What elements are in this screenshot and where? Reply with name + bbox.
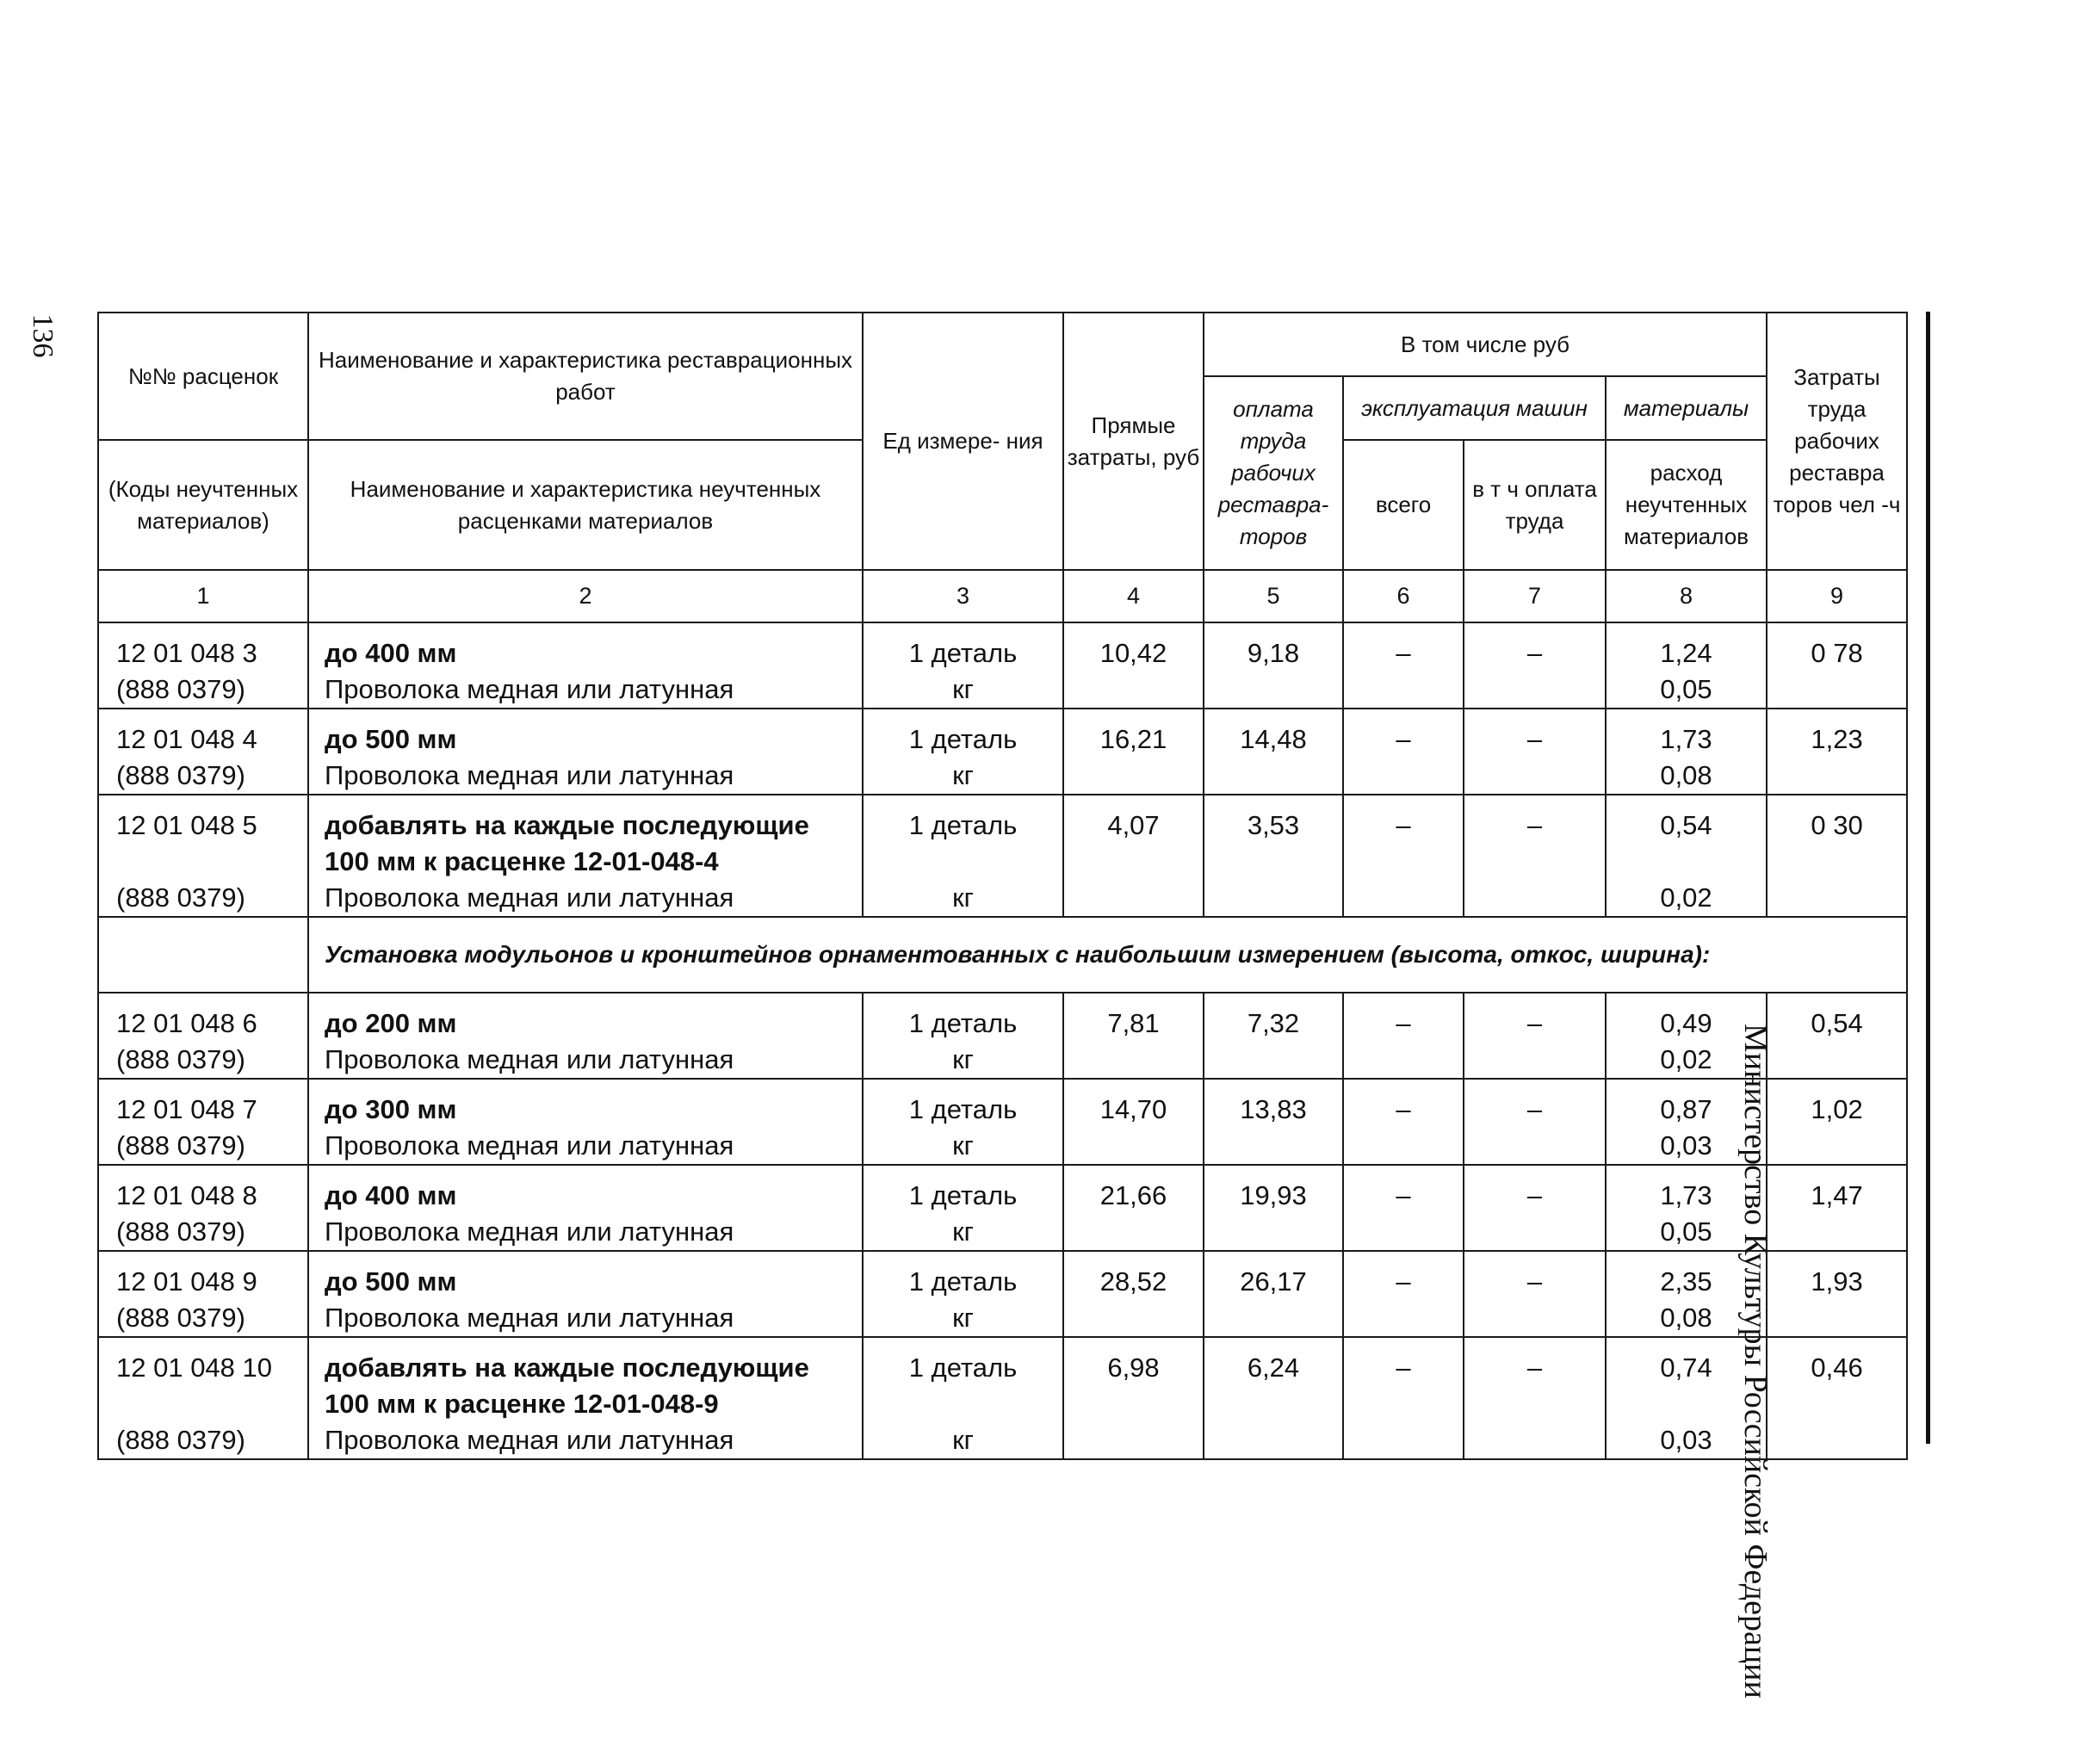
machines-labor-cell bbox=[1464, 622, 1606, 709]
material-code: (888 0379) bbox=[116, 1216, 245, 1247]
unit: 1 деталь bbox=[908, 1180, 1018, 1210]
unit-cell bbox=[863, 709, 1063, 795]
labor-hours: 0 78 bbox=[1811, 638, 1863, 668]
machines-total-cell bbox=[1343, 622, 1464, 709]
materials-cell bbox=[1606, 1079, 1767, 1165]
materials-cost: 0,49 bbox=[1660, 1008, 1712, 1038]
column-number-row bbox=[98, 570, 1907, 622]
machines-total-cell bbox=[1343, 1337, 1464, 1459]
labor-pay: 26,17 bbox=[1240, 1266, 1307, 1297]
labor-pay-cell bbox=[1204, 1337, 1343, 1459]
direct-cost-cell bbox=[1063, 993, 1204, 1079]
table-row bbox=[98, 622, 1907, 709]
materials-usage: 0,02 bbox=[1660, 1044, 1712, 1074]
rate-code: 12 01 048 4 bbox=[116, 724, 257, 754]
work-name-cell bbox=[308, 1337, 863, 1459]
direct-cost-cell bbox=[1063, 1337, 1204, 1459]
machines-labor: – bbox=[1526, 1094, 1543, 1124]
line-spacer bbox=[864, 1386, 1062, 1422]
header-material-codes: (Коды неучтенных материалов) bbox=[98, 440, 308, 570]
labor-hours: 1,93 bbox=[1811, 1266, 1863, 1297]
direct-cost: 28,52 bbox=[1099, 1266, 1167, 1297]
materials-cost: 1,24 bbox=[1660, 638, 1712, 668]
labor-hours-cell bbox=[1767, 1251, 1907, 1337]
labor-pay: 7,32 bbox=[1247, 1008, 1300, 1038]
materials-cost: 0,87 bbox=[1660, 1094, 1712, 1124]
materials-cost: 1,73 bbox=[1660, 724, 1712, 754]
material-name: Проволока медная или латунная bbox=[325, 1044, 734, 1074]
labor-hours-cell bbox=[1767, 1079, 1907, 1165]
labor-pay-cell bbox=[1204, 709, 1343, 795]
section-empty-cell bbox=[98, 917, 308, 993]
material-code: (888 0379) bbox=[116, 1425, 245, 1455]
column-number: 1 bbox=[98, 570, 308, 622]
rate-code-cell bbox=[98, 795, 308, 917]
labor-pay: 14,48 bbox=[1240, 724, 1307, 754]
column-number: 5 bbox=[1204, 570, 1343, 622]
rate-code: 12 01 048 7 bbox=[116, 1094, 257, 1124]
machines-total: – bbox=[1396, 1180, 1411, 1210]
machines-total-cell bbox=[1343, 993, 1464, 1079]
material-unit: кг bbox=[952, 1425, 974, 1455]
labor-hours-cell bbox=[1767, 1337, 1907, 1459]
machines-labor: – bbox=[1526, 1180, 1543, 1210]
machines-labor: – bbox=[1526, 810, 1543, 840]
machines-total: – bbox=[1396, 1008, 1411, 1038]
rate-code-cell bbox=[98, 1165, 308, 1251]
work-name-cell bbox=[308, 1251, 863, 1337]
line-spacer bbox=[1607, 1386, 1766, 1422]
work-name-cell bbox=[308, 1079, 863, 1165]
work-name: 100 мм к расценке 12-01-048-4 bbox=[325, 846, 719, 876]
direct-cost-cell bbox=[1063, 709, 1204, 795]
direct-cost: 4,07 bbox=[1107, 810, 1160, 840]
materials-cell bbox=[1606, 1165, 1767, 1251]
labor-pay-cell bbox=[1204, 1079, 1343, 1165]
material-unit: кг bbox=[952, 1303, 974, 1333]
unit: 1 деталь bbox=[908, 638, 1018, 668]
labor-pay-cell bbox=[1204, 993, 1343, 1079]
line-spacer bbox=[864, 844, 1062, 880]
direct-cost-cell bbox=[1063, 622, 1204, 709]
machines-total: – bbox=[1396, 1352, 1411, 1383]
direct-cost: 14,70 bbox=[1099, 1094, 1167, 1124]
machines-total: – bbox=[1396, 724, 1411, 754]
direct-cost-cell bbox=[1063, 795, 1204, 917]
unit: 1 деталь bbox=[908, 1094, 1018, 1124]
labor-hours-cell bbox=[1767, 993, 1907, 1079]
material-name: Проволока медная или латунная bbox=[325, 1216, 734, 1247]
column-number: 8 bbox=[1606, 570, 1767, 622]
machines-labor: – bbox=[1526, 1266, 1543, 1297]
machines-total-cell bbox=[1343, 1079, 1464, 1165]
materials-usage: 0,08 bbox=[1660, 760, 1712, 790]
machines-labor-cell bbox=[1464, 993, 1606, 1079]
direct-cost: 7,81 bbox=[1107, 1008, 1160, 1038]
unit-cell bbox=[863, 1165, 1063, 1251]
table-row bbox=[98, 709, 1907, 795]
machines-labor-cell bbox=[1464, 795, 1606, 917]
direct-cost-cell bbox=[1063, 1165, 1204, 1251]
material-name: Проволока медная или латунная bbox=[325, 1425, 734, 1455]
materials-usage: 0,05 bbox=[1660, 674, 1712, 704]
unit: 1 деталь bbox=[908, 1352, 1018, 1383]
column-number: 2 bbox=[308, 570, 863, 622]
column-number: 3 bbox=[863, 570, 1063, 622]
unit-cell bbox=[863, 622, 1063, 709]
machines-labor-cell bbox=[1464, 1337, 1606, 1459]
page-number: 136 bbox=[27, 313, 59, 358]
unit-cell bbox=[863, 1337, 1063, 1459]
table-row bbox=[98, 1165, 1907, 1251]
material-name: Проволока медная или латунная bbox=[325, 1130, 734, 1161]
materials-cell bbox=[1606, 1251, 1767, 1337]
work-name-cell bbox=[308, 1165, 863, 1251]
column-number: 9 bbox=[1767, 570, 1907, 622]
labor-hours: 0,46 bbox=[1811, 1352, 1863, 1383]
labor-pay-cell bbox=[1204, 795, 1343, 917]
section-row bbox=[98, 917, 1907, 993]
materials-usage: 0,05 bbox=[1660, 1216, 1712, 1247]
labor-hours-cell bbox=[1767, 709, 1907, 795]
unit-cell bbox=[863, 993, 1063, 1079]
material-code: (888 0379) bbox=[116, 1303, 245, 1333]
machines-labor: – bbox=[1526, 638, 1543, 668]
rate-code: 12 01 048 10 bbox=[116, 1352, 273, 1383]
work-name: добавлять на каждые последующие bbox=[325, 810, 809, 840]
work-name: до 500 мм bbox=[325, 724, 457, 754]
rate-code-cell bbox=[98, 1337, 308, 1459]
labor-hours-cell bbox=[1767, 795, 1907, 917]
header-work-name: Наименование и характеристика реставрационных работ bbox=[308, 313, 863, 440]
work-name-cell bbox=[308, 622, 863, 709]
material-unit: кг bbox=[952, 882, 974, 913]
rate-code-cell bbox=[98, 1251, 308, 1337]
machines-total-cell bbox=[1343, 709, 1464, 795]
material-name: Проволока медная или латунная bbox=[325, 1303, 734, 1333]
direct-cost-cell bbox=[1063, 1251, 1204, 1337]
machines-total-cell bbox=[1343, 1165, 1464, 1251]
labor-hours: 1,47 bbox=[1811, 1180, 1863, 1210]
unit: 1 деталь bbox=[908, 724, 1018, 754]
labor-pay: 19,93 bbox=[1240, 1180, 1307, 1210]
work-name: до 400 мм bbox=[325, 1180, 457, 1210]
labor-pay: 3,53 bbox=[1247, 810, 1300, 840]
material-name: Проволока медная или латунная bbox=[325, 674, 734, 704]
header-machines-total: всего bbox=[1343, 440, 1464, 570]
labor-hours: 0,54 bbox=[1811, 1008, 1863, 1038]
material-unit: кг bbox=[952, 1044, 974, 1074]
material-code: (888 0379) bbox=[116, 1130, 245, 1161]
work-name-cell bbox=[308, 709, 863, 795]
direct-cost: 21,66 bbox=[1099, 1180, 1167, 1210]
material-code: (888 0379) bbox=[116, 882, 245, 913]
table-row bbox=[98, 1079, 1907, 1165]
header-machine-operation: эксплуатация машин bbox=[1343, 376, 1606, 440]
machines-total: – bbox=[1396, 1266, 1411, 1297]
rate-code: 12 01 048 3 bbox=[116, 638, 257, 668]
unit-cell bbox=[863, 1251, 1063, 1337]
materials-usage: 0,08 bbox=[1660, 1303, 1712, 1333]
header-machines-labor: в т ч оплата труда bbox=[1464, 440, 1606, 570]
material-unit: кг bbox=[952, 1216, 974, 1247]
column-number: 4 bbox=[1063, 570, 1204, 622]
labor-hours: 1,23 bbox=[1811, 724, 1863, 754]
machines-labor: – bbox=[1526, 1352, 1543, 1383]
materials-cost: 0,54 bbox=[1660, 810, 1712, 840]
header-including-group: В том числе руб bbox=[1204, 313, 1767, 376]
line-spacer bbox=[1607, 844, 1766, 880]
unit: 1 деталь bbox=[908, 1266, 1018, 1297]
machines-total: – bbox=[1396, 1094, 1411, 1124]
work-name: до 500 мм bbox=[325, 1266, 457, 1297]
labor-pay-cell bbox=[1204, 622, 1343, 709]
column-number: 7 bbox=[1464, 570, 1606, 622]
work-name: до 200 мм bbox=[325, 1008, 457, 1038]
material-code: (888 0379) bbox=[116, 760, 245, 790]
running-head: Министерство Культуры Российской Федерации bbox=[1737, 1024, 1774, 1699]
material-name: Проволока медная или латунная bbox=[325, 882, 734, 913]
materials-cell bbox=[1606, 795, 1767, 917]
machines-labor-cell bbox=[1464, 1165, 1606, 1251]
rate-code-cell bbox=[98, 709, 308, 795]
materials-cell bbox=[1606, 622, 1767, 709]
work-name-cell bbox=[308, 993, 863, 1079]
materials-cell bbox=[1606, 993, 1767, 1079]
work-name-cell bbox=[308, 795, 863, 917]
rate-code: 12 01 048 5 bbox=[116, 810, 257, 840]
rate-code-cell bbox=[98, 1079, 308, 1165]
running-head-rule bbox=[1926, 312, 1930, 1444]
material-code: (888 0379) bbox=[116, 674, 245, 704]
rate-code: 12 01 048 9 bbox=[116, 1266, 257, 1297]
line-spacer bbox=[116, 1386, 307, 1422]
labor-hours-cell bbox=[1767, 622, 1907, 709]
material-unit: кг bbox=[952, 674, 974, 704]
direct-cost: 16,21 bbox=[1099, 724, 1167, 754]
rate-code-cell bbox=[98, 622, 308, 709]
materials-usage: 0,03 bbox=[1660, 1425, 1712, 1455]
header-materials: материалы bbox=[1606, 376, 1767, 440]
labor-pay: 9,18 bbox=[1247, 638, 1300, 668]
direct-cost-cell bbox=[1063, 1079, 1204, 1165]
labor-pay: 13,83 bbox=[1240, 1094, 1307, 1124]
unit: 1 деталь bbox=[908, 810, 1018, 840]
materials-cell bbox=[1606, 709, 1767, 795]
table-row bbox=[98, 795, 1907, 917]
work-name: добавлять на каждые последующие bbox=[325, 1352, 809, 1383]
header-unit: Ед измере- ния bbox=[863, 313, 1063, 570]
rate-code: 12 01 048 8 bbox=[116, 1180, 257, 1210]
machines-total-cell bbox=[1343, 1251, 1464, 1337]
unit-cell bbox=[863, 795, 1063, 917]
materials-cell bbox=[1606, 1337, 1767, 1459]
rate-code-cell bbox=[98, 993, 308, 1079]
machines-labor: – bbox=[1526, 724, 1543, 754]
work-name: до 400 мм bbox=[325, 638, 457, 668]
unit: 1 деталь bbox=[908, 1008, 1018, 1038]
header-direct-cost: Прямые затраты, руб bbox=[1063, 313, 1204, 570]
machines-labor-cell bbox=[1464, 709, 1606, 795]
table-row bbox=[98, 993, 1907, 1079]
header-rate-number: №№ расценок bbox=[98, 313, 308, 440]
rate-code: 12 01 048 6 bbox=[116, 1008, 257, 1038]
materials-cost: 0,74 bbox=[1660, 1352, 1712, 1383]
materials-cost: 1,73 bbox=[1660, 1180, 1712, 1210]
header-labor-pay: оплата труда рабочих реставра- торов bbox=[1204, 376, 1343, 570]
material-unit: кг bbox=[952, 760, 974, 790]
work-name: 100 мм к расценке 12-01-048-9 bbox=[325, 1389, 719, 1419]
header-materials-usage: расход неучтенных материалов bbox=[1606, 440, 1767, 570]
labor-hours-cell bbox=[1767, 1165, 1907, 1251]
work-name: до 300 мм bbox=[325, 1094, 457, 1124]
machines-total: – bbox=[1396, 810, 1411, 840]
table-row bbox=[98, 1251, 1907, 1337]
unit-cell bbox=[863, 1079, 1063, 1165]
material-unit: кг bbox=[952, 1130, 974, 1161]
column-number: 6 bbox=[1343, 570, 1464, 622]
section-title: Установка модульонов и кронштейнов орнаментованных с наибольшим измерением (высота, откос, ширина): bbox=[308, 917, 1907, 993]
labor-pay: 6,24 bbox=[1247, 1352, 1300, 1383]
machines-labor: – bbox=[1526, 1008, 1543, 1038]
material-name: Проволока медная или латунная bbox=[325, 760, 734, 790]
labor-hours: 0 30 bbox=[1811, 810, 1863, 840]
machines-labor-cell bbox=[1464, 1251, 1606, 1337]
direct-cost: 10,42 bbox=[1099, 638, 1167, 668]
machines-total: – bbox=[1396, 638, 1411, 668]
labor-pay-cell bbox=[1204, 1165, 1343, 1251]
machines-labor-cell bbox=[1464, 1079, 1606, 1165]
labor-pay-cell bbox=[1204, 1251, 1343, 1337]
line-spacer bbox=[116, 844, 307, 880]
material-code: (888 0379) bbox=[116, 1044, 245, 1074]
price-rates-table bbox=[97, 312, 1908, 1460]
header-material-name: Наименование и характеристика неучтенных расценками материалов bbox=[308, 440, 863, 570]
materials-usage: 0,03 bbox=[1660, 1130, 1712, 1161]
machines-total-cell bbox=[1343, 795, 1464, 917]
materials-cost: 2,35 bbox=[1660, 1266, 1712, 1297]
labor-hours: 1,02 bbox=[1811, 1094, 1863, 1124]
header-labor-hours: Затраты труда рабочих реставра торов чел -ч bbox=[1767, 313, 1907, 570]
materials-usage: 0,02 bbox=[1660, 882, 1712, 913]
direct-cost: 6,98 bbox=[1107, 1352, 1160, 1383]
table-row bbox=[98, 1337, 1907, 1459]
